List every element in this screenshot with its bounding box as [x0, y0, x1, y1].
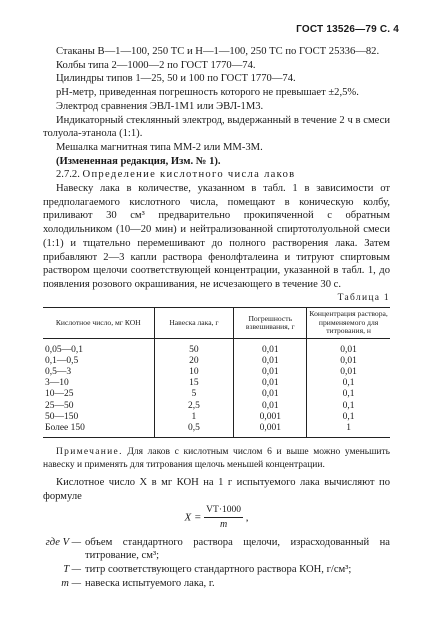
cell-concentration: 0,01	[307, 367, 390, 378]
section-title: Определение кислотного числа лаков	[82, 169, 296, 181]
header-solution-concentration: Концентрация раствора, применяемого для титрования, н	[307, 308, 390, 338]
table-row	[43, 378, 390, 389]
cell-acid-number: 0,5—3	[45, 366, 72, 377]
cell-weighing-error: 0,01	[234, 367, 307, 378]
definition-text: объем стандартного раствора щелочи, израсходованный на титрование, см³;	[85, 536, 390, 562]
table-row	[43, 412, 390, 423]
definition-symbol: T —	[63, 564, 81, 576]
cell-sample-mass: 0,5	[154, 423, 234, 438]
definition-text: навеска испытуемого лака, г.	[85, 577, 215, 589]
cell-concentration: 0,1	[307, 378, 390, 389]
cell-sample-mass: 2,5	[154, 401, 234, 412]
paragraph-cylinders: Цилиндры типов 1—25, 50 и 100 по ГОСТ 1770—74.	[56, 73, 296, 85]
table-row	[43, 423, 390, 438]
definition-symbol: m —	[61, 577, 81, 589]
cell-acid-number: 0,1—0,5	[45, 355, 79, 366]
note-label: Примечание.	[56, 447, 123, 458]
cell-weighing-error: 0,01	[234, 401, 307, 412]
cell-sample-mass: 20	[154, 356, 234, 367]
table-row	[43, 367, 390, 378]
paragraph-procedure: Навеску лака в количестве, указанном в табл. 1 в зависимости от предполагаемого кислотного числа, помещают в коническую колбу, приливают 30 см³ предварительно прокипяченной с обратным холодильником (10—20 мин) и нейтрализованной спиртотолуольной смеси (1:1) и тщательно перемешивают до полного растворения лака. Затем прибавляют 2—3 капли раствора фенолфталеина и титруют спиртовым раствором щелочи соответствующей концентрации, указанной в табл. 1, до появления розового окрашивания, не исчезающего в течение 30 с.	[43, 183, 390, 290]
table-row	[43, 356, 390, 367]
paragraph-beakers: Стаканы В—1—100, 250 ТС и Н—1—100, 250 ТС по ГОСТ 25336—82.	[56, 46, 380, 57]
definition-symbol: где V —	[45, 536, 81, 548]
definition-item	[43, 536, 390, 563]
cell-concentration: 1	[307, 423, 390, 438]
header-acid-number: Кислотное число, мг КОН	[43, 308, 154, 338]
header-weighing-error: Погрешность взвешивания, г	[234, 308, 307, 338]
formula-lhs: X =	[184, 510, 202, 523]
cell-acid-number: 10—25	[45, 389, 74, 400]
table-row	[43, 401, 390, 412]
formula-intro: Кислотное число X в мг КОН на 1 г испытуемого лака вычисляют по формуле	[43, 477, 390, 502]
cell-sample-mass: 50	[154, 338, 234, 356]
cell-concentration: 0,01	[307, 338, 390, 356]
cell-acid-number: Более 150	[45, 423, 85, 433]
formula-denominator: m	[219, 519, 228, 531]
paragraph-reference-electrode: Электрод сравнения ЭВЛ-1М1 или ЭВЛ-1М3.	[56, 100, 264, 112]
table-header-row	[43, 308, 390, 338]
formula-numerator: VT·1000	[204, 504, 243, 519]
cell-sample-mass: 10	[154, 367, 234, 378]
data-table	[43, 307, 390, 438]
amendment-note: (Измененная редакция, Изм. № 1).	[56, 155, 221, 167]
cell-acid-number: 50—150	[45, 411, 79, 422]
definition-item	[43, 563, 390, 577]
cell-acid-number: 25—50	[45, 400, 74, 411]
formula-tail: ,	[245, 510, 249, 523]
definition-list	[43, 536, 390, 591]
paragraph-stirrer: Мешалка магнитная типа ММ-2 или ММ-3М.	[56, 141, 263, 153]
note-text: Для лаков с кислотным числом 6 и выше можно уменьшить навеску и применять для титрования щелочь меньшей концентрации.	[43, 447, 390, 470]
cell-weighing-error: 0,001	[234, 423, 307, 438]
cell-sample-mass: 1	[154, 412, 234, 423]
document-body	[43, 45, 390, 590]
acid-number-formula	[43, 504, 390, 536]
cell-concentration: 0,01	[307, 356, 390, 367]
table-row	[43, 389, 390, 400]
cell-concentration: 0,1	[307, 412, 390, 423]
cell-acid-number: 3—10	[45, 378, 69, 389]
paragraph-glass-electrode: Индикаторный стеклянный электрод, выдержанный в течение 2 ч в смеси толуола-этанола (1:1).	[43, 114, 390, 140]
cell-weighing-error: 0,01	[234, 338, 307, 356]
table-row	[43, 338, 390, 356]
formula-fraction	[204, 504, 243, 532]
definition-text: титр соответствующего стандартного раствора КОН, г/см³;	[85, 564, 352, 576]
cell-weighing-error: 0,01	[234, 378, 307, 389]
definition-item	[43, 577, 390, 591]
page-header: ГОСТ 13526—79 С. 4	[296, 24, 399, 35]
section-number: 2.7.2.	[56, 169, 80, 181]
cell-sample-mass: 5	[154, 389, 234, 400]
cell-concentration: 0,1	[307, 401, 390, 412]
cell-weighing-error: 0,01	[234, 389, 307, 400]
section-heading	[43, 168, 390, 182]
cell-weighing-error: 0,001	[234, 412, 307, 423]
paragraph-ph-meter: pH-метр, приведенная погрешность которого не превышает ±2,5%.	[56, 87, 359, 99]
cell-sample-mass: 15	[154, 378, 234, 389]
cell-acid-number: 0,05—0,1	[45, 344, 83, 355]
header-sample-mass: Навеска лака, г	[154, 308, 234, 338]
table-note	[43, 446, 390, 471]
table-caption: Таблица 1	[337, 292, 390, 303]
cell-concentration: 0,1	[307, 389, 390, 400]
paragraph-flasks: Колбы типа 2—1000—2 по ГОСТ 1770—74.	[56, 59, 256, 71]
cell-weighing-error: 0,01	[234, 356, 307, 367]
